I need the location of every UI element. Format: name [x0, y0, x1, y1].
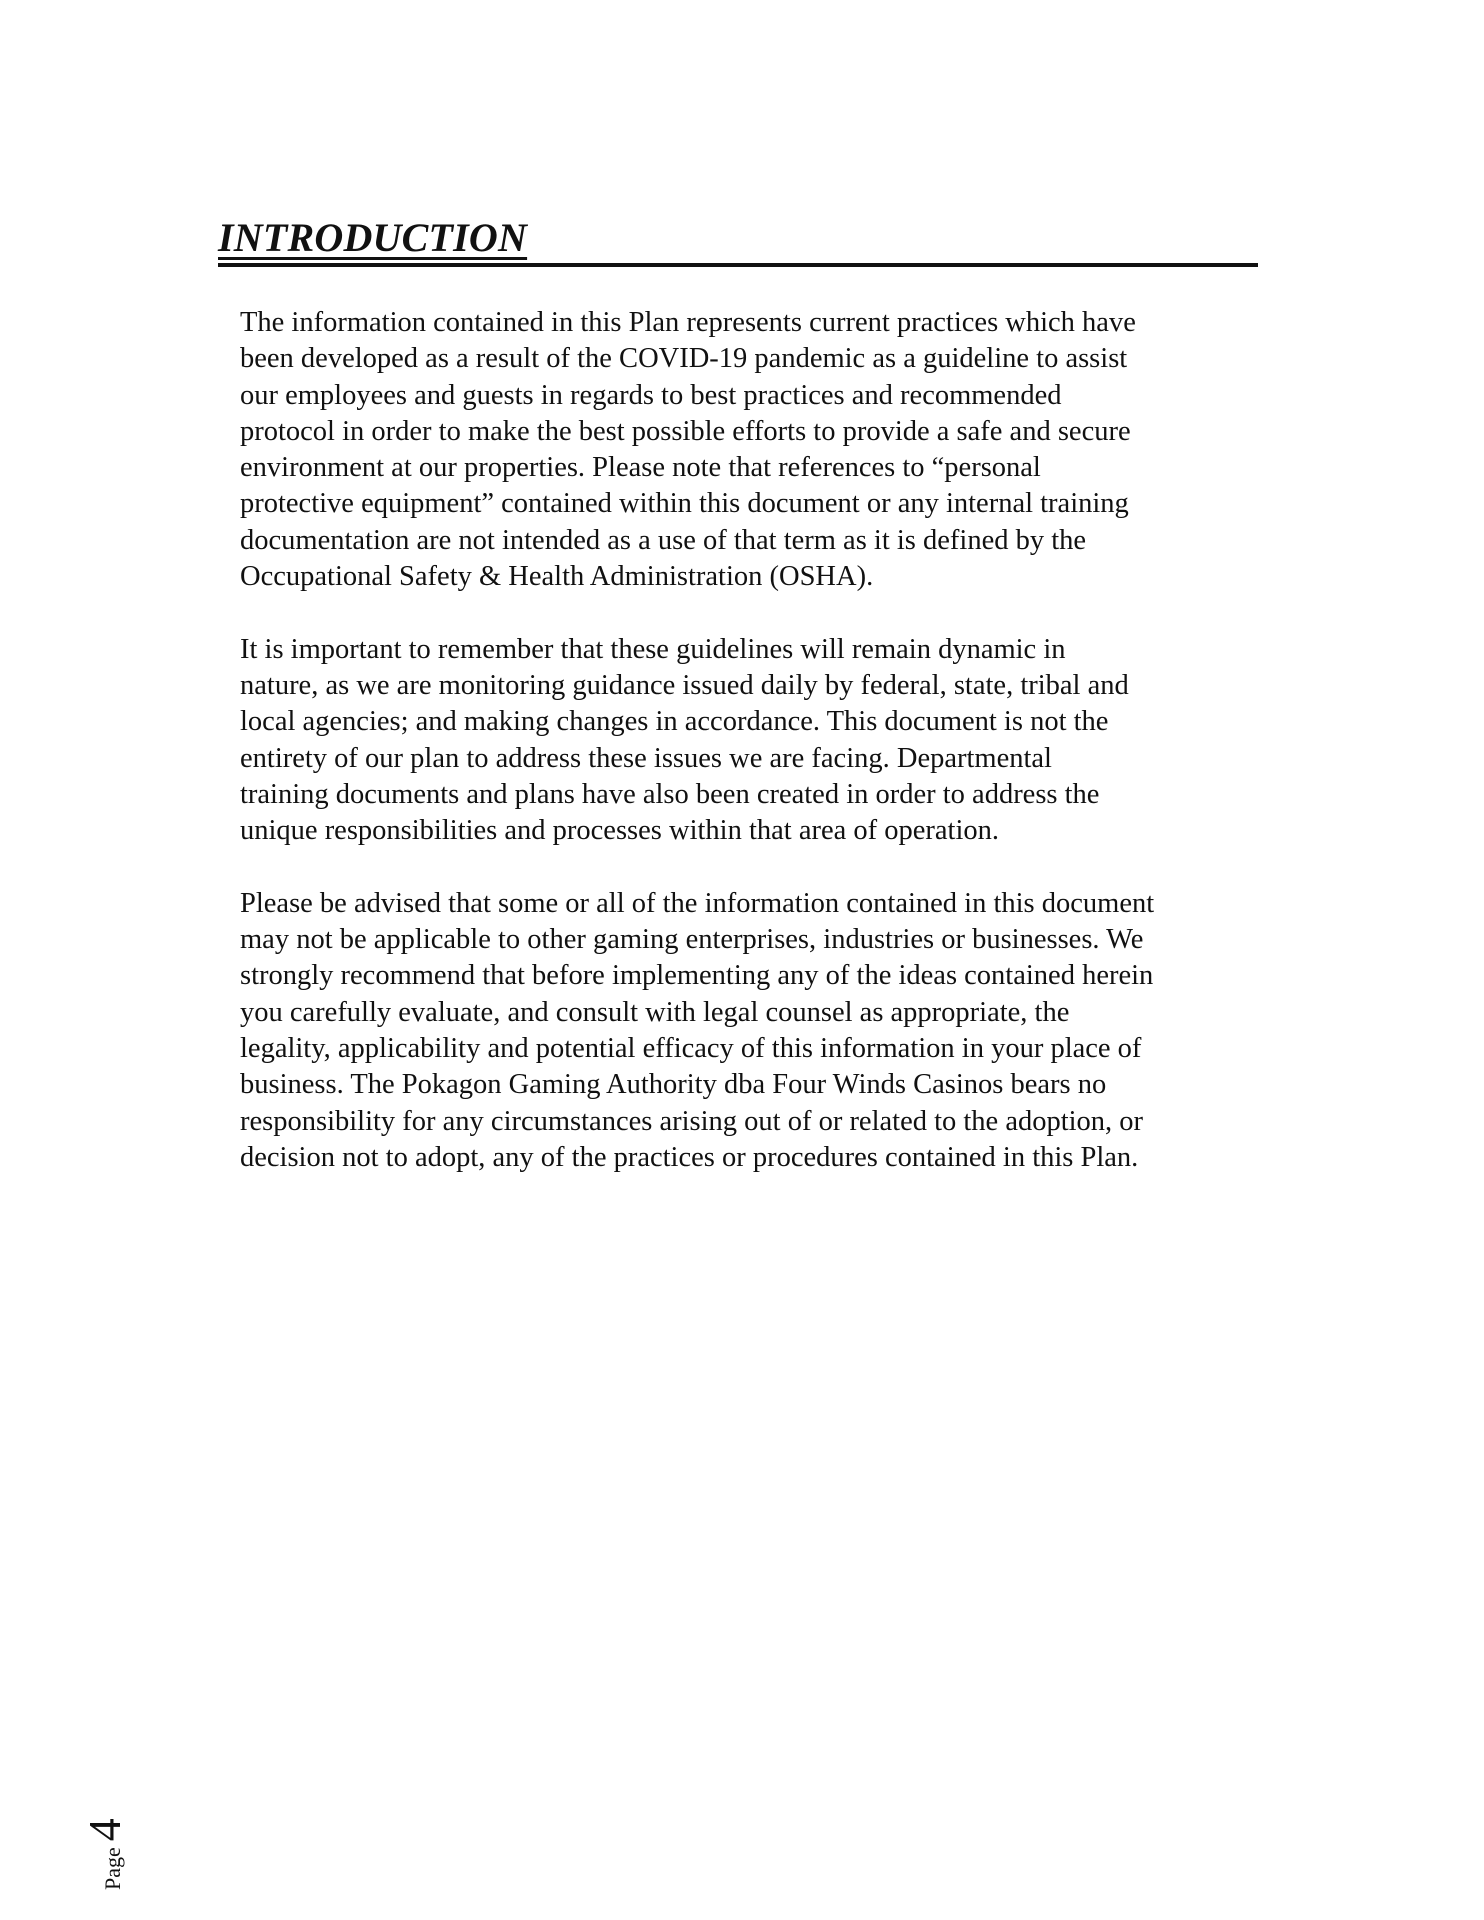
body-text: [240, 305, 1270, 1176]
section-heading: [218, 212, 1258, 268]
page-number-value: 4: [79, 1818, 130, 1842]
page-label: Page: [100, 1847, 125, 1890]
page-title: INTRODUCTION: [218, 215, 528, 260]
heading-underline-rule: [218, 263, 1258, 267]
page-number: [78, 1780, 138, 1890]
paragraph-intro: The information contained in this Plan represents current practices which have been developed as a result of the COVID-19 pandemic as a guideline to assist our employees and guests in regards to best practices and recommended protocol in order to make the best possible efforts to provide a safe and secure environment at our properties. Please note that references to “personal protective equipment” contained within this document or any internal training documentation are not intended as a use of that term as it is defined by the Occupational Safety & Health Administration (OSHA).: [240, 307, 1136, 593]
paragraph-disclaimer: Please be advised that some or all of the information contained in this document may not be applicable to other gaming enterprises, industries or businesses. We strongly recommend that before implementing any of the ideas contained herein you carefully evaluate, and consult with legal counsel as appropriate, the legality, applicability and potential efficacy of this information in your place of business. The Pokagon Gaming Authority dba Four Winds Casinos bears no responsibility for any circumstances arising out of or related to the adoption, or decision not to adopt, any of the practices or procedures contained in this Plan.: [240, 887, 1155, 1173]
paragraph-guidelines: It is important to remember that these guidelines will remain dynamic in nature, as we are monitoring guidance issued daily by federal, state, tribal and local agencies; and making changes in accordance. This document is not the entirety of our plan to address these issues we are facing. Departmental training documents and plans have also been created in order to address the unique responsibilities and processes within that area of operation.: [240, 633, 1129, 847]
